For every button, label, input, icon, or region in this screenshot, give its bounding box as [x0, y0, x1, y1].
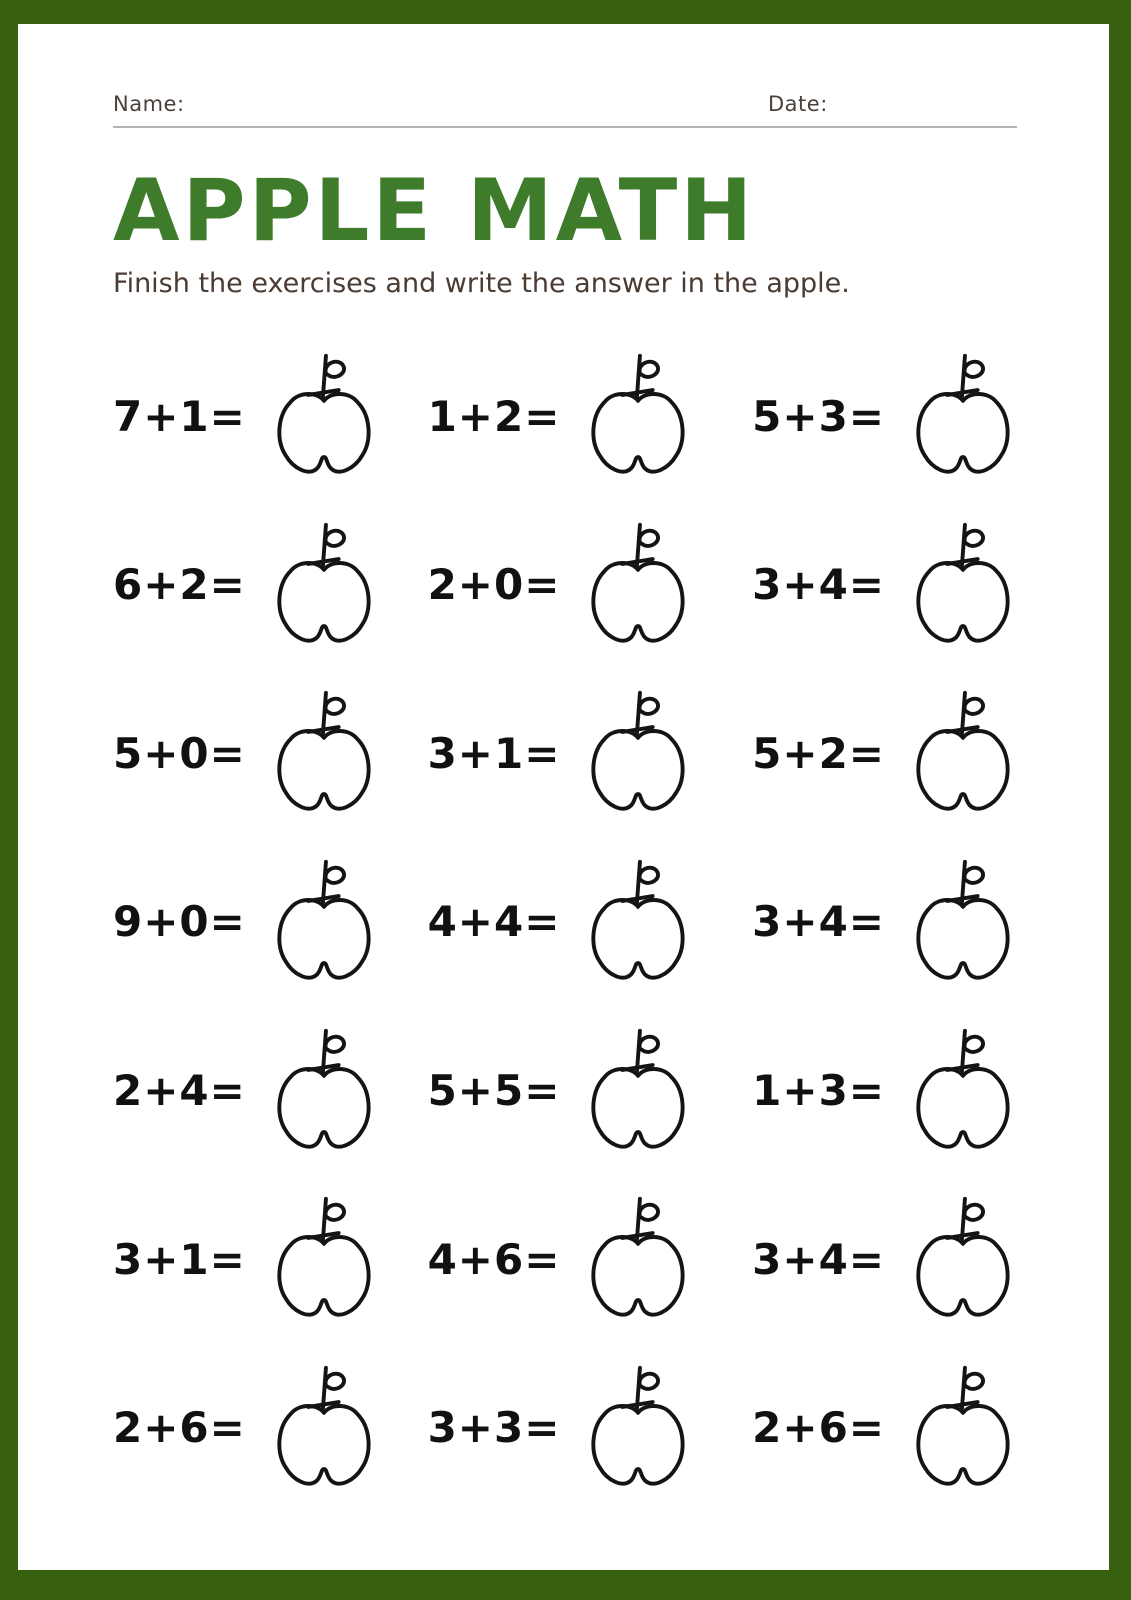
problem-cell — [416, 1006, 719, 1175]
apple-outline-icon — [578, 519, 696, 651]
worksheet-sheet — [18, 24, 1109, 1570]
problem-cell — [113, 838, 416, 1007]
problem-cell — [416, 669, 719, 838]
problem-cell — [113, 669, 416, 838]
problem-text: 2+6= — [752, 1403, 885, 1453]
apple-outline-icon — [903, 687, 1021, 819]
problem-cell — [718, 501, 1021, 670]
problem-cell — [113, 1006, 416, 1175]
problem-text: 5+3= — [752, 391, 885, 441]
apple-outline-icon — [578, 1193, 696, 1325]
problem-text: 5+2= — [752, 728, 885, 778]
problem-cell — [718, 1006, 1021, 1175]
problem-text: 5+0= — [113, 728, 246, 778]
problem-cell — [416, 1175, 719, 1344]
problem-cell — [113, 332, 416, 501]
problem-cell — [416, 332, 719, 501]
apple-outline-icon — [903, 1362, 1021, 1494]
apple-outline-icon — [578, 1362, 696, 1494]
name-label: Name: — [113, 92, 185, 116]
problem-text: 2+4= — [113, 1066, 246, 1116]
apple-outline-icon — [903, 519, 1021, 651]
problem-text: 3+4= — [752, 1234, 885, 1284]
apple-outline-icon — [264, 856, 382, 988]
problem-text: 6+2= — [113, 560, 246, 610]
problem-text: 1+3= — [752, 1066, 885, 1116]
date-label: Date: — [768, 92, 828, 116]
problem-text: 1+2= — [427, 391, 561, 441]
problem-text: 7+1= — [113, 391, 246, 441]
problem-text: 4+4= — [427, 897, 561, 947]
apple-outline-icon — [264, 519, 382, 651]
problem-cell — [718, 669, 1021, 838]
apple-outline-icon — [578, 1025, 696, 1157]
problem-cell — [113, 501, 416, 670]
apple-outline-icon — [903, 350, 1021, 482]
problem-text: 3+1= — [113, 1234, 246, 1284]
apple-outline-icon — [264, 687, 382, 819]
apple-outline-icon — [264, 1362, 382, 1494]
apple-outline-icon — [264, 1193, 382, 1325]
apple-outline-icon — [903, 1025, 1021, 1157]
problem-text: 3+4= — [752, 897, 885, 947]
problem-text: 3+3= — [427, 1403, 561, 1453]
apple-outline-icon — [264, 350, 382, 482]
problem-cell — [718, 838, 1021, 1007]
problem-cell — [718, 332, 1021, 501]
apple-outline-icon — [578, 350, 696, 482]
page-title: APPLE MATH — [113, 161, 756, 261]
problem-text: 9+0= — [113, 897, 246, 947]
apple-outline-icon — [264, 1025, 382, 1157]
problem-cell — [718, 1175, 1021, 1344]
problem-cell — [416, 838, 719, 1007]
problem-text: 2+0= — [427, 560, 561, 610]
problem-cell — [718, 1343, 1021, 1512]
problem-cell — [416, 1343, 719, 1512]
problem-text: 5+5= — [427, 1066, 561, 1116]
problem-cell — [113, 1175, 416, 1344]
apple-outline-icon — [578, 687, 696, 819]
problem-text: 4+6= — [427, 1234, 561, 1284]
problem-cell — [113, 1343, 416, 1512]
instructions-text: Finish the exercises and write the answer in the apple. — [113, 268, 850, 299]
problem-text: 3+4= — [752, 560, 885, 610]
apple-outline-icon — [903, 1193, 1021, 1325]
apple-outline-icon — [578, 856, 696, 988]
problem-text: 2+6= — [113, 1403, 246, 1453]
problem-cell — [416, 501, 719, 670]
problem-text: 3+1= — [427, 728, 561, 778]
problems-grid — [113, 332, 1021, 1512]
apple-outline-icon — [903, 856, 1021, 988]
header-fill-in-row — [113, 92, 1017, 128]
